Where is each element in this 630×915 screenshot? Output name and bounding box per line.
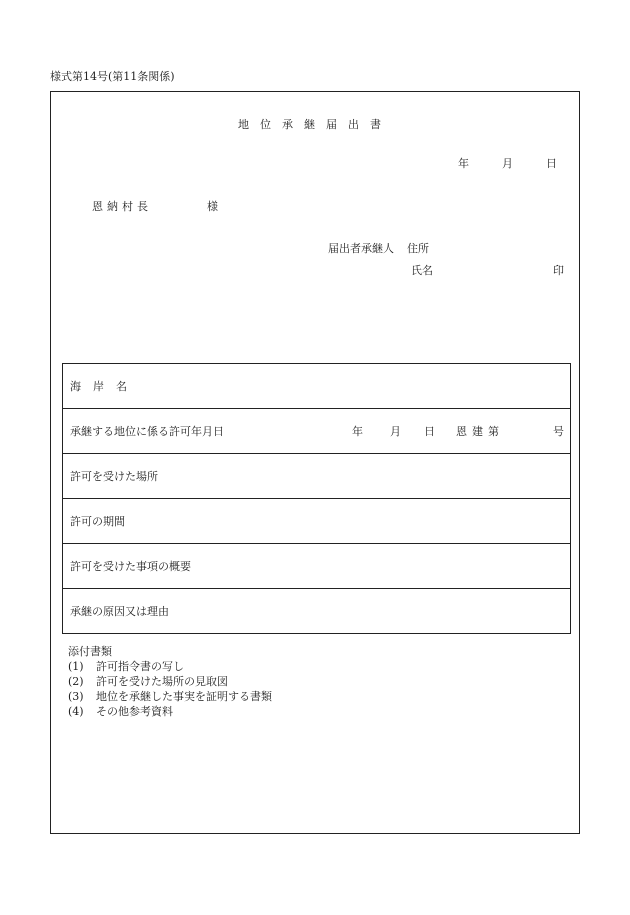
attachments-section (68, 644, 272, 719)
table-row (63, 409, 571, 454)
permit-period-label: 許可の期間 (70, 515, 125, 528)
permitted-location-label: 許可を受けた場所 (70, 470, 158, 483)
table-row (63, 589, 571, 634)
list-item (68, 689, 272, 704)
table-row (63, 454, 571, 499)
seal-mark: 印 (553, 264, 564, 277)
coast-name-cell[interactable] (63, 364, 571, 409)
permit-period-cell[interactable] (63, 499, 571, 544)
addressee-honorific: 様 (207, 200, 218, 213)
permitted-location-cell[interactable] (63, 454, 571, 499)
form-number-label: 様式第14号(第11条関係) (50, 70, 175, 83)
date-day-label: 日 (546, 157, 557, 170)
application-items-table (62, 363, 571, 634)
applicant-name-label: 氏名 (411, 264, 433, 277)
permit-summary-cell[interactable] (63, 544, 571, 589)
table-row (63, 499, 571, 544)
applicant-address-line (328, 240, 429, 256)
attachment-number: (2) (68, 675, 84, 688)
date-line (458, 155, 557, 171)
applicant-role-label: 届出者承継人 (328, 242, 394, 255)
attachment-number: (3) (68, 690, 84, 703)
attachment-text: 許可指令書の写し (96, 660, 184, 673)
attachments-heading: 添付書類 (68, 645, 112, 658)
permit-date-label: 承継する地位に係る許可年月日 (70, 425, 224, 438)
coast-name-label: 海岸名 (70, 380, 139, 393)
permit-number-prefix: 恩建第 (456, 425, 504, 438)
permit-number-suffix: 号 (553, 425, 564, 438)
permit-date-cell[interactable] (63, 409, 571, 454)
date-month-label: 月 (502, 157, 513, 170)
table-row (63, 364, 571, 409)
list-item (68, 704, 272, 719)
attachment-text: 許可を受けた場所の見取図 (96, 675, 228, 688)
attachment-number: (1) (68, 660, 84, 673)
attachment-text: 地位を承継した事実を証明する書類 (96, 690, 272, 703)
applicant-address-label: 住所 (407, 242, 429, 255)
date-year-label: 年 (458, 157, 469, 170)
table-row (63, 544, 571, 589)
addressee (92, 198, 218, 214)
permit-month-label: 月 (390, 425, 401, 438)
document-title: 地位承継届出書 (238, 118, 392, 131)
permit-summary-label: 許可を受けた事項の概要 (70, 560, 191, 573)
addressee-name: 恩納村長 (92, 200, 152, 213)
attachment-text: その他参考資料 (96, 705, 173, 718)
permit-year-label: 年 (352, 425, 363, 438)
permit-day-label: 日 (424, 425, 435, 438)
list-item (68, 674, 272, 689)
succession-reason-cell[interactable] (63, 589, 571, 634)
attachment-number: (4) (68, 705, 84, 718)
list-item (68, 659, 272, 674)
succession-reason-label: 承継の原因又は理由 (70, 605, 169, 618)
